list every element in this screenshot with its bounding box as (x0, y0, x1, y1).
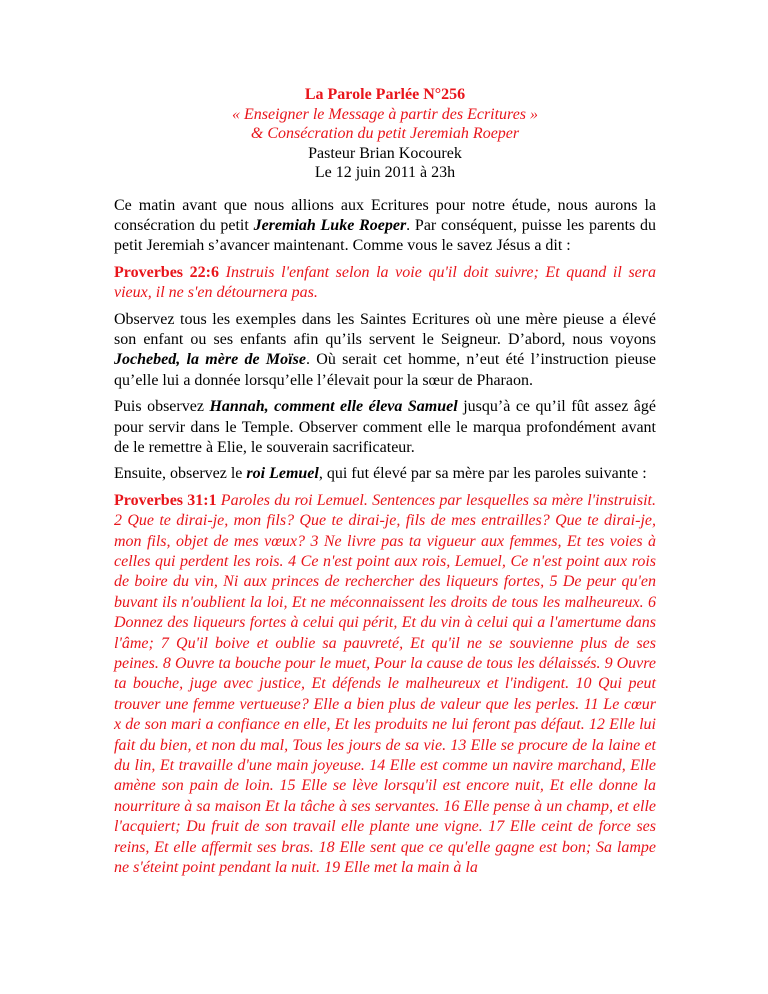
emphasis-jochebed: Jochebed, la mère de Moïse (114, 351, 306, 369)
paragraph-text: Observez tous les exemples dans les Saintes Ecritures où une mère pieuse a élevé son enfant ou ses enfants afin qu’ils servent le Seigneur. D’abord, nous voyons (114, 310, 656, 348)
paragraph-hannah (114, 397, 656, 458)
sermon-title: La Parole Parlée N°256 (304, 86, 466, 103)
scripture-text: Instruis l'enfant selon la voie qu'il doit suivre; Et quand il sera vieux, il ne s'en détournera pas. (114, 263, 656, 302)
child-name: Jeremiah Luke Roeper (253, 216, 407, 234)
sermon-date: Le 12 juin 2011 à 23h (314, 164, 456, 181)
paragraph-jochebed (114, 310, 656, 392)
paragraph-text: , qui fut élevé par sa mère par les paroles suivante : (318, 465, 647, 483)
paragraph-consecration (114, 196, 656, 257)
emphasis-hannah: Hannah, comment elle éleva Samuel (209, 398, 458, 416)
paragraph-lemuel (114, 464, 656, 484)
scripture-reference: Proverbes 22:6 (114, 263, 219, 281)
sermon-subtitle-1: « Enseigner le Message à partir des Ecritures » (231, 105, 539, 123)
paragraph-text: . Par conséquent, puisse les parents du petit Jeremiah s’avancer maintenant. Comme vous le savez Jésus a dit : (114, 216, 656, 255)
scripture-proverbs-22-6 (114, 263, 656, 304)
paragraph-text: Puis observez (114, 398, 210, 416)
scripture-text: Paroles du roi Lemuel. Sentences par lesquelles sa mère l'instruisit. 2 Que te dirai-je, mon fils? Que te dirai-je, fils de mes entrailles? Que te dirai-je, mon fils, objet de mes vœux? 3 Ne livre pas ta vigueur aux femmes, Et tes voies à celles qui perdent les rois. 4 Ce n'est point aux rois, Lemuel, Ce n'est point aux rois de boire du vin, Ni aux princes de rechercher des liqueurs fortes, 5 De peur qu'en buvant ils n'oublient la loi, Et ne méconnaissent les droits de tous les malheureux. 6 Donnez des liqueurs fortes à celui qui périt, Et du vin à celui qui a l'amertume dans l'âme; 7 Qu'il boive et oublie sa pauvreté, Et qu'il ne se souvienne plus de ses peines. 8 Ouvre ta bouche pour le muet, Pour la cause de tous les délaissés. 9 Ouvre ta bouche, juge avec justice, Et défends le malheureux et l'indigent. 10 Qui peut trouver une femme vertueuse? Elle a bien plus de valeur que les perles. 11 Le cœur x de son mari a confiance en elle, Et les produits ne lui feront pas défaut. 12 Elle lui fait du bien, et non du mal, Tous les jours de sa vie. 13 Elle se procure de la laine et du lin, Et travaille d'une main joyeuse. 14 Elle est comme un navire marchand, Elle amène son pain de loin. 15 Elle se lève lorsqu'il est encore nuit, Et elle donne la nourriture à sa maison Et la tâche à ses servantes. 16 Elle pense à un champ, et elle l'acquiert; Du fruit de son travail elle plante une vigne. 17 Elle ceint de force ses reins, Et elle affermit ses bras. 18 Elle sent que ce qu'elle gagne est bon; Sa lampe ne s'éteint point pendant la nuit. 19 Elle met la main à la (114, 491, 656, 877)
paragraph-text: Ce matin avant que nous allions aux Ecritures pour notre étude, nous aurons la consécration du petit (114, 196, 656, 234)
header-spacer (114, 183, 656, 196)
scripture-proverbs-31 (114, 491, 656, 879)
sermon-author: Pasteur Brian Kocourek (308, 144, 462, 162)
paragraph-text: Ensuite, observez le (114, 465, 247, 483)
scripture-reference: Proverbes 31:1 (114, 491, 217, 509)
emphasis-lemuel: roi Lemuel (246, 465, 319, 483)
paragraph-text: . Où serait cet homme, n’eut été l’instruction pieuse qu’elle lui a donnée lorsqu’elle l’élevait pour la sœur de Pharaon. (114, 351, 657, 389)
paragraph-text: jusqu’à ce qu’il fût assez âgé pour servir dans le Temple. Observer comment elle le marqua profondément avant de le remettre à Elie, le souverain sacrificateur. (114, 398, 657, 456)
sermon-header (114, 85, 656, 183)
sermon-subtitle-2: & Consécration du petit Jeremiah Roeper (250, 125, 520, 142)
